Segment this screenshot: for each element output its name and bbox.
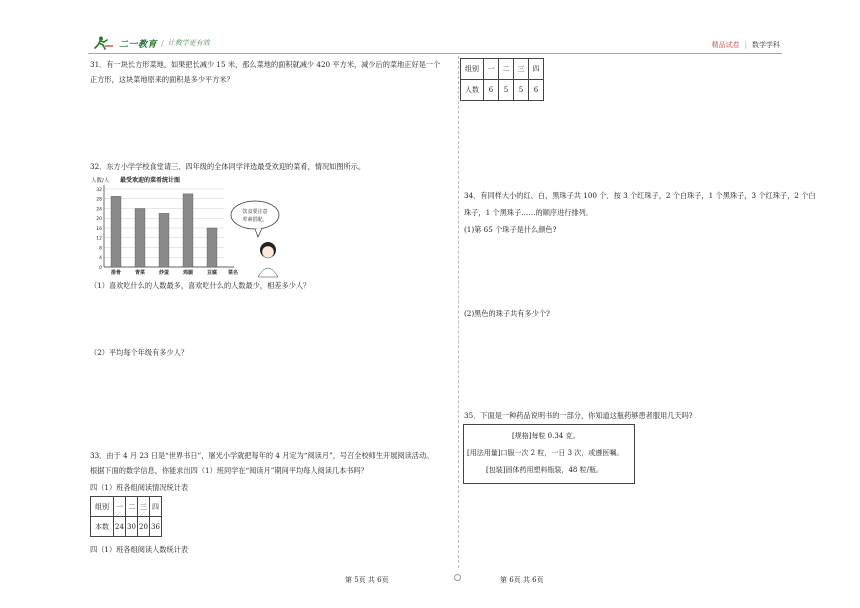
speech-bubble-text: 饮食要注意: [242, 209, 268, 215]
speech-bubble-tail: [255, 228, 262, 237]
medicine-pack: [包装]固体药用塑料瓶装，48 粒/瓶。: [486, 466, 603, 474]
subject-label: 数学学科: [752, 41, 780, 49]
table-cell: 一: [114, 497, 126, 517]
q35-text: 35．下面是一种药品说明书的一部分，你知道这瓶药够患者服用几天吗?: [464, 411, 693, 420]
bar: [159, 213, 169, 267]
header-logo: [93, 36, 210, 50]
x-tick-label: 豆腐: [206, 270, 218, 276]
brand-tag: 精品试卷: [711, 41, 740, 49]
y-tick-label: 32: [96, 187, 102, 193]
footer-dot-icon: [454, 574, 461, 581]
q34-sub2: (2)黑色的珠子共有多少个?: [464, 309, 550, 318]
bar: [111, 196, 121, 267]
bar: [183, 194, 193, 267]
table-cell: 组别: [91, 497, 114, 517]
medicine-usage: [用法用量]口服一次 2 粒，一日 3 次，或遵医嘱。: [467, 449, 624, 457]
table-cell: 24: [114, 517, 126, 537]
chart-title: 最受欢迎的菜肴统计图: [120, 177, 181, 184]
bar: [135, 209, 145, 268]
girl-face-icon: [262, 246, 274, 258]
q31-line1: 31．有一块长方形菜地，如果把长减少 15 米，那么菜地的面积就减少 420 平方米，减少后的菜地正好是一个: [90, 60, 441, 69]
x-tick-label: 排骨: [110, 270, 122, 276]
table-cell: 四: [150, 497, 162, 517]
x-axis-label: 菜名: [228, 270, 239, 276]
header-right: [712, 40, 780, 50]
girl-body-icon: [258, 268, 278, 277]
medicine-label-box: [463, 424, 635, 484]
y-tick-label: 0: [99, 265, 102, 271]
table-cell: 一: [484, 59, 499, 80]
bar-chart-svg: [90, 175, 284, 279]
table-cell: 6: [529, 80, 544, 101]
bar-chart: [90, 175, 284, 279]
runner-logo-icon: [93, 36, 115, 50]
table-cell: 四: [529, 59, 544, 80]
reading-people-table: [460, 58, 544, 101]
table2-title: 四（1）班各组阅读人数统计表: [90, 545, 189, 554]
slogan: 让教学更有效: [167, 39, 210, 47]
table-cell: 三: [514, 59, 529, 80]
y-tick-label: 4: [99, 256, 102, 262]
table-cell: 本数: [91, 517, 114, 537]
table-cell: 二: [499, 59, 514, 80]
q32-text: 32．东方小学学校食堂请三、四年级的全体同学评选最受欢迎的菜肴，情况如图所示。: [90, 162, 366, 171]
x-tick-label: 鸡腿: [182, 270, 194, 276]
q32-sub2: （2）平均每个年级有多少人？: [90, 348, 189, 357]
y-tick-label: 12: [96, 236, 102, 242]
table-row: [461, 59, 544, 80]
bar: [207, 228, 217, 267]
q34-line1: 34．有同样大小的红、白、黑珠子共 100 个．按 3 个红珠子，2 个白珠子，1 个黑珠子，3 个红珠子，2 个白: [464, 191, 816, 200]
q33-line2: 根据下面的数学信息，你能求出四（1）班同学在“阅读月”期间平均每人阅读几本书吗？: [90, 466, 368, 475]
table-cell: 组别: [461, 59, 484, 80]
q33-line1: 33．由于 4 月 23 日是“世界书日”，屠光小学就把每年的 4 月定为“阅读月”，号召全校师生开展阅读活动。: [90, 451, 434, 460]
table-cell: 20: [138, 517, 150, 537]
y-tick-label: 8: [99, 246, 102, 252]
table-row: [91, 517, 162, 537]
table-cell: 人数: [461, 80, 484, 101]
speech-bubble: [231, 201, 279, 229]
x-tick-label: 青菜: [134, 270, 146, 276]
y-tick-label: 20: [96, 217, 102, 223]
q31-line2: 正方形，这块菜地原来的面积是多少平方米？: [90, 75, 234, 84]
header-rule: [88, 53, 782, 54]
speech-bubble-text: 荤素搭配。: [242, 217, 268, 223]
table-row: [461, 80, 544, 101]
y-axis-label: 人数/人: [91, 178, 110, 184]
x-tick-label: 炒蛋: [158, 270, 170, 276]
table-cell: 30: [126, 517, 138, 537]
header-divider: |: [744, 41, 747, 49]
table-cell: 36: [150, 517, 162, 537]
reading-books-table: [90, 496, 162, 537]
table-cell: 5: [499, 80, 514, 101]
column-divider: [458, 56, 459, 568]
medicine-spec: [规格]每粒 0.34 克。: [512, 432, 580, 440]
table-cell: 6: [484, 80, 499, 101]
table-cell: 5: [514, 80, 529, 101]
y-tick-label: 24: [96, 207, 102, 213]
table1-title: 四（1）班各组阅读情况统计表: [90, 483, 189, 492]
footer-page-left: 第 5页 共 6页: [345, 576, 389, 584]
footer-page-right: 第 6页 共 6页: [500, 576, 544, 584]
q32-sub1: （1）喜欢吃什么的人数最多，喜欢吃什么的人数最少，相差多少人？: [90, 281, 311, 290]
q34-line2: 珠子，1 个黑珠子……的顺序进行排列．: [464, 208, 594, 217]
table-row: [91, 497, 162, 517]
y-tick-label: 28: [96, 197, 102, 203]
table-cell: 三: [138, 497, 150, 517]
table-cell: 二: [126, 497, 138, 517]
y-tick-label: 16: [96, 226, 102, 232]
logo-separator: /: [161, 38, 164, 48]
logo-text: 二一教育: [119, 39, 158, 50]
q34-sub1: (1)第 65 个珠子是什么颜色?: [464, 225, 557, 234]
